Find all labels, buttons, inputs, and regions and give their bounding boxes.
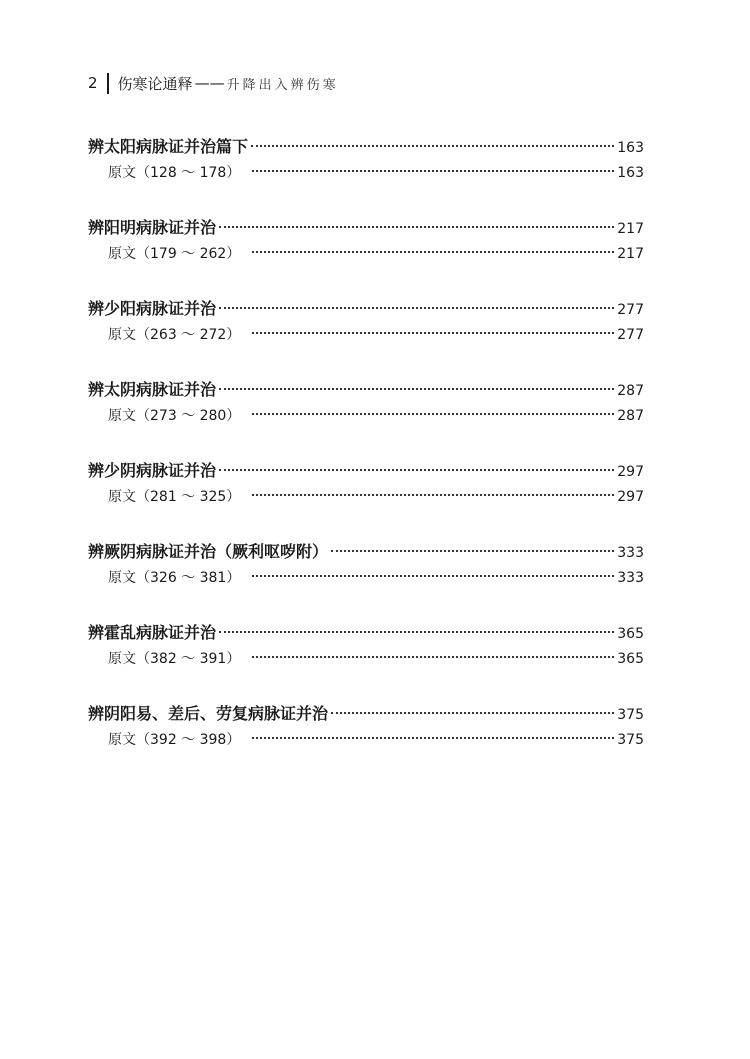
toc-section: [88, 701, 644, 759]
chapter-page-number: 375: [617, 707, 644, 723]
subentry-page-number: 333: [617, 570, 644, 586]
dot-leader: [219, 388, 614, 390]
chapter-title: 辨霍乱病脉证并治: [88, 623, 217, 642]
subentry-page-number: 163: [617, 165, 644, 181]
dot-leader: [252, 413, 614, 415]
dot-leader: [219, 226, 614, 228]
subentry-label: 原文（128 ～ 178）: [108, 165, 241, 181]
toc-subentry[interactable]: [88, 486, 644, 516]
toc-chapter-entry[interactable]: [88, 215, 644, 243]
dot-leader: [331, 550, 614, 552]
subentry-label: 原文（179 ～ 262）: [108, 246, 241, 262]
dot-leader: [331, 712, 614, 714]
toc-chapter-entry[interactable]: [88, 620, 644, 648]
dot-leader: [219, 631, 614, 633]
chapter-page-number: 365: [617, 626, 644, 642]
subentry-page-number: 217: [617, 246, 644, 262]
dot-leader: [252, 332, 614, 334]
toc-subentry[interactable]: [88, 648, 644, 678]
chapter-page-number: 297: [617, 464, 644, 480]
chapter-title: 辨阴阳易、差后、劳复病脉证并治: [88, 704, 329, 723]
toc-section: [88, 296, 644, 354]
dot-leader: [252, 656, 614, 658]
subentry-page-number: 287: [617, 408, 644, 424]
toc-section: [88, 134, 644, 192]
toc-chapter-entry[interactable]: [88, 377, 644, 405]
subentry-label: 原文（281 ～ 325）: [108, 489, 241, 505]
book-title: 伤寒论通释: [117, 74, 193, 93]
subentry-page-number: 375: [617, 732, 644, 748]
chapter-title: 辨少阳病脉证并治: [88, 299, 217, 318]
toc-chapter-entry[interactable]: [88, 458, 644, 486]
toc-section: [88, 215, 644, 273]
subentry-page-number: 297: [617, 489, 644, 505]
chapter-page-number: 287: [617, 383, 644, 399]
subentry-label: 原文（273 ～ 280）: [108, 408, 241, 424]
subentry-label: 原文（382 ～ 391）: [108, 651, 241, 667]
toc-subentry[interactable]: [88, 162, 644, 192]
chapter-title: 辨太阳病脉证并治篇下: [88, 137, 249, 156]
table-of-contents: [88, 134, 644, 782]
chapter-page-number: 277: [617, 302, 644, 318]
chapter-title: 辨少阴病脉证并治: [88, 461, 217, 480]
toc-chapter-entry[interactable]: [88, 539, 644, 567]
dot-leader: [252, 170, 614, 172]
toc-section: [88, 539, 644, 597]
toc-section: [88, 458, 644, 516]
subentry-label: 原文（392 ～ 398）: [108, 732, 241, 748]
dot-leader: [252, 251, 614, 253]
toc-subentry[interactable]: [88, 324, 644, 354]
toc-chapter-entry[interactable]: [88, 701, 644, 729]
toc-subentry[interactable]: [88, 729, 644, 759]
chapter-page-number: 333: [617, 545, 644, 561]
toc-section: [88, 377, 644, 435]
toc-subentry[interactable]: [88, 567, 644, 597]
book-subtitle: 升降出入辨伤寒: [226, 77, 339, 93]
header-divider: [107, 73, 109, 94]
subentry-label: 原文（326 ～ 381）: [108, 570, 241, 586]
dot-leader: [251, 145, 614, 147]
subentry-page-number: 365: [617, 651, 644, 667]
toc-chapter-entry[interactable]: [88, 296, 644, 324]
chapter-title: 辨阳明病脉证并治: [88, 218, 217, 237]
chapter-page-number: 163: [617, 140, 644, 156]
subentry-page-number: 277: [617, 327, 644, 343]
dot-leader: [219, 307, 614, 309]
dot-leader: [252, 575, 614, 577]
dot-leader: [219, 469, 614, 471]
header-dash: ——: [194, 74, 225, 92]
toc-section: [88, 620, 644, 678]
subentry-label: 原文（263 ～ 272）: [108, 327, 241, 343]
dot-leader: [252, 737, 614, 739]
chapter-title: 辨厥阴病脉证并治（厥利呕哕附）: [88, 542, 329, 561]
toc-chapter-entry[interactable]: [88, 134, 644, 162]
dot-leader: [252, 494, 614, 496]
toc-subentry[interactable]: [88, 243, 644, 273]
page-number: 2: [88, 74, 98, 92]
chapter-title: 辨太阴病脉证并治: [88, 380, 217, 399]
running-header: [88, 72, 339, 94]
chapter-page-number: 217: [617, 221, 644, 237]
toc-subentry[interactable]: [88, 405, 644, 435]
